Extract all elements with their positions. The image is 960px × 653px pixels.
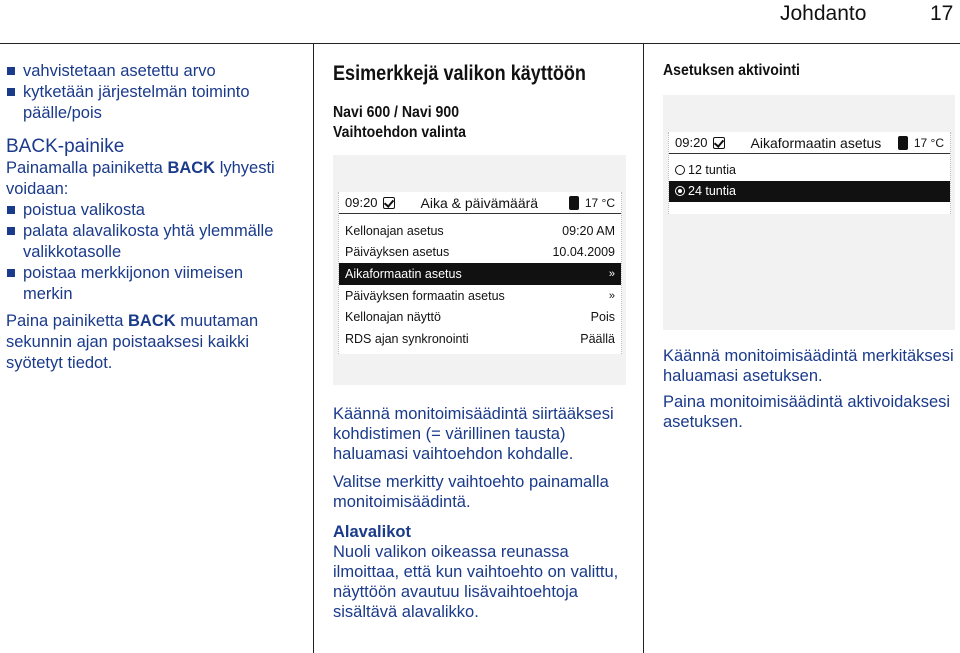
temperature: 17 °C xyxy=(569,196,615,210)
paragraph: Käännä monitoimisäädintä merkitäksesi haluamasi asetuksen. xyxy=(663,347,954,385)
clock-text: 09:20 xyxy=(675,135,708,150)
menu-screen xyxy=(338,192,622,354)
bullet-item: poistua valikosta xyxy=(6,200,296,221)
column-2-text xyxy=(333,404,623,622)
submenu-arrow-icon: » xyxy=(608,267,615,280)
bullet-item: palata alavalikosta yhtä ylemmälle valikkotasolle xyxy=(6,221,296,263)
paragraph: Nuoli valikon oikeassa reunassa ilmoittaa, että kun vaihtoehto on valittu, näyttöön avautuu lisävaihtoehtoja sisältävä alavalikko. xyxy=(333,543,619,621)
examples-title: Esimerkkejä valikon käyttöön xyxy=(333,62,586,85)
menu-item[interactable]: Päiväyksen asetus 10.04.2009 xyxy=(345,245,615,260)
temperature: 17 °C xyxy=(898,136,944,150)
screen-title: Aikaformaatin asetus xyxy=(750,134,882,151)
paragraph: Valitse merkitty vaihtoehto painamalla monitoimisäädintä. xyxy=(333,473,609,511)
bullet-item: vahvistetaan asetettu arvo xyxy=(6,61,296,82)
column-3-text xyxy=(663,346,955,432)
menu-item[interactable]: Kellonajan asetus 09:20 AM xyxy=(345,223,615,238)
clock-text: 09:20 xyxy=(345,195,378,210)
examples-subtitle: Navi 600 / Navi 900 Vaihtoehdon valinta xyxy=(333,104,467,141)
checkbox-icon xyxy=(713,137,725,149)
back-intro: Painamalla painiketta BACK lyhyesti voidaan: xyxy=(6,159,275,198)
submenu-arrow-icon: » xyxy=(608,289,615,302)
column-1 xyxy=(6,61,296,374)
bullet-item: kytketään järjestelmän toiminto päälle/pois xyxy=(6,82,296,124)
radio-icon xyxy=(675,165,685,175)
checkbox-icon xyxy=(383,197,395,209)
thermometer-icon xyxy=(898,136,908,150)
back-outro: Paina painiketta BACK muutaman sekunnin ajan poistaaksesi kaikki syötetyt tiedot. xyxy=(6,312,259,372)
radio-selected-icon xyxy=(675,186,685,196)
back-button-heading: BACK-painike xyxy=(6,136,125,157)
menu-item[interactable]: Kellonajan näyttö Pois xyxy=(345,310,615,325)
menu-item[interactable]: Päiväyksen formaatin asetus » xyxy=(345,288,615,303)
section-title: Johdanto xyxy=(780,2,867,25)
option-screen xyxy=(668,132,951,214)
column-divider-1 xyxy=(313,44,314,653)
screen-title: Aika & päivämäärä xyxy=(420,194,539,211)
thermometer-icon xyxy=(569,196,579,210)
page-number: 17 xyxy=(930,2,954,25)
header-rule xyxy=(0,43,960,44)
bullet-item: poistaa merkkijonon viimeisen merkin xyxy=(6,263,296,305)
status-bar xyxy=(669,132,950,154)
menu-item[interactable]: RDS ajan synkronointi Päällä xyxy=(345,331,615,346)
option-item[interactable]: 12 tuntia xyxy=(669,159,950,181)
activation-title: Asetuksen aktivointi xyxy=(663,62,800,79)
paragraph: Käännä monitoimisäädintä siirtääksesi kohdistimen (= värillinen tausta) haluamasi vaihtoehdon kohdalle. xyxy=(333,405,614,463)
status-bar xyxy=(339,192,621,214)
option-item-selected[interactable]: 24 tuntia xyxy=(669,181,950,203)
menu-item-selected[interactable]: Aikaformaatin asetus » xyxy=(339,263,621,285)
column-divider-2 xyxy=(643,44,644,653)
paragraph: Paina monitoimisäädintä aktivoidaksesi asetuksen. xyxy=(663,393,951,431)
submenus-heading: Alavalikot xyxy=(333,523,411,541)
